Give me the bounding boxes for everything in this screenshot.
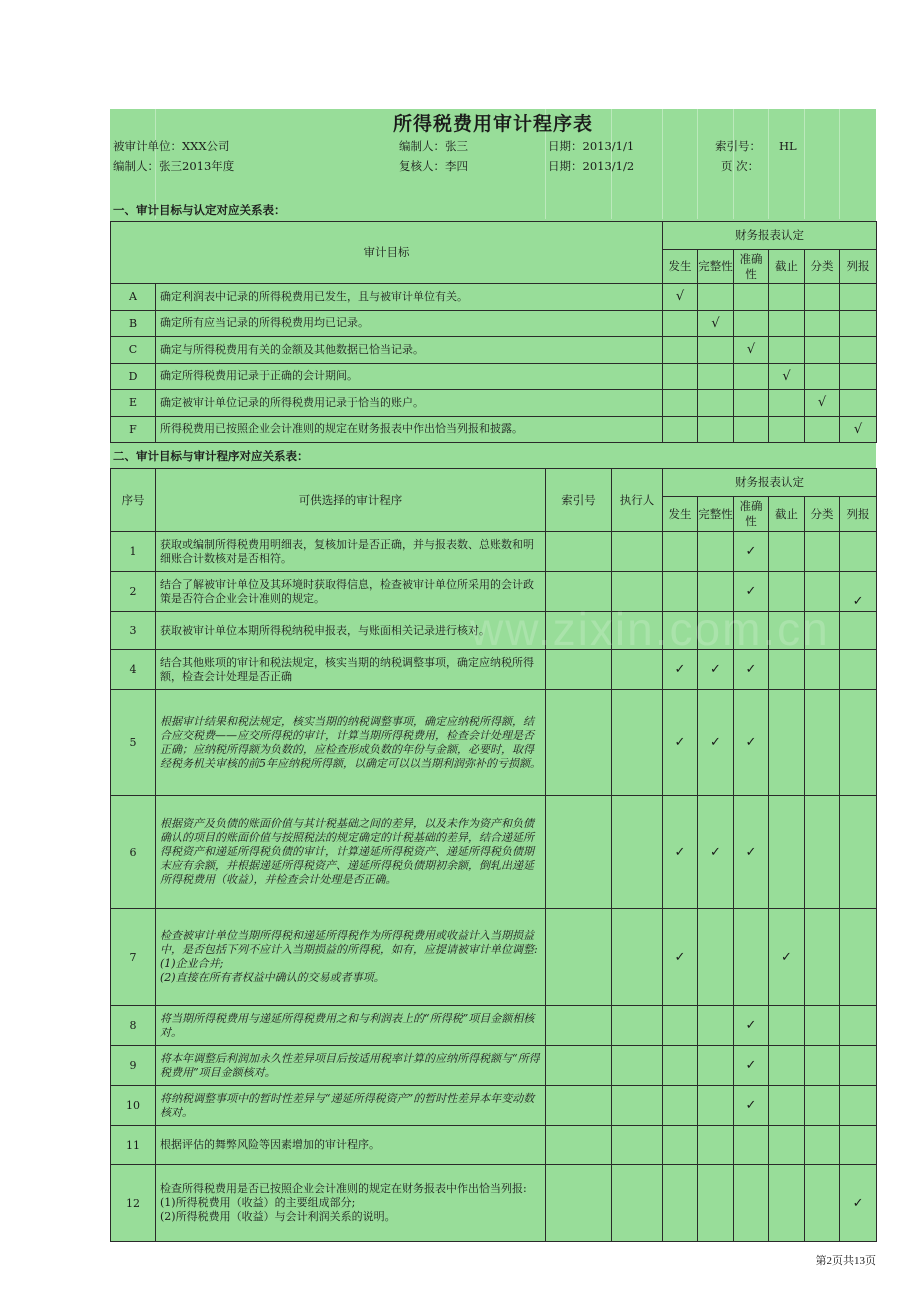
row-number: 7 — [111, 909, 156, 1006]
index-cell[interactable] — [546, 612, 612, 650]
check-cell — [663, 612, 698, 650]
procedure-text: 将纳税调整事项中的暂时性差异与“递延所得税资产”的暂时性差异本年变动数核对。 — [156, 1086, 546, 1126]
check-cell — [663, 1086, 698, 1126]
table-row — [111, 390, 877, 417]
index-cell[interactable] — [546, 1165, 612, 1242]
check-cell — [698, 416, 734, 443]
table-row — [111, 796, 877, 909]
page-title: 所得税费用审计程序表 — [392, 113, 593, 135]
table-row — [111, 1165, 877, 1242]
check-cell — [840, 532, 877, 572]
row-number: 4 — [111, 650, 156, 690]
check-cell — [698, 1006, 734, 1046]
col-index: 索引号 — [546, 469, 612, 532]
check-cell — [805, 310, 840, 337]
check-cell: ✓ — [663, 650, 698, 690]
index-cell[interactable] — [546, 1046, 612, 1086]
row-label: A — [111, 284, 156, 311]
check-cell — [734, 612, 769, 650]
check-cell — [840, 650, 877, 690]
index-cell[interactable] — [546, 532, 612, 572]
check-cell — [840, 337, 877, 364]
check-cell — [769, 1165, 805, 1242]
index-cell[interactable] — [546, 1006, 612, 1046]
check-cell — [769, 690, 805, 796]
check-cell — [840, 1006, 877, 1046]
row-number: 12 — [111, 1165, 156, 1242]
table-row — [111, 1086, 877, 1126]
check-cell: ✓ — [734, 1006, 769, 1046]
check-cell — [698, 363, 734, 390]
check-cell — [805, 612, 840, 650]
index-label: 索引号： — [715, 139, 761, 153]
row-number: 2 — [111, 572, 156, 612]
check-cell — [805, 284, 840, 311]
executor-cell[interactable] — [612, 572, 663, 612]
check-cell — [840, 1126, 877, 1165]
row-label: C — [111, 337, 156, 364]
check-cell — [663, 416, 698, 443]
check-cell — [769, 390, 805, 417]
check-cell — [698, 337, 734, 364]
check-cell — [663, 390, 698, 417]
check-cell: ✓ — [734, 532, 769, 572]
check-cell: ✓ — [734, 796, 769, 909]
check-cell — [840, 690, 877, 796]
executor-cell[interactable] — [612, 796, 663, 909]
check-cell — [698, 1165, 734, 1242]
check-cell — [663, 310, 698, 337]
check-cell: √ — [663, 284, 698, 311]
procedure-text: 结合了解被审计单位及其环境时获取得信息，检查被审计单位所采用的会计政策是否符合企业会计准则的规定。 — [156, 572, 546, 612]
check-cell: ✓ — [734, 650, 769, 690]
row-number: 10 — [111, 1086, 156, 1126]
objectives-table — [110, 221, 877, 443]
row-number: 9 — [111, 1046, 156, 1086]
table-row — [111, 650, 877, 690]
index-cell[interactable] — [546, 796, 612, 909]
table-row — [111, 690, 877, 796]
check-cell — [840, 363, 877, 390]
check-cell — [769, 416, 805, 443]
date-reviewed: 日期：2013/1/2 — [548, 159, 635, 173]
audited-unit: 被审计单位：XXX公司 — [113, 139, 230, 153]
date-prepared: 日期：2013/1/1 — [548, 139, 635, 153]
procedure-text: 检查被审计单位当期所得税和递延所得税作为所得税费用或收益计入当期损益中，是否包括下列不应计入当期损益的所得税，如有，应提请被审计单位调整: (1)企业合并; (2)直接在所有者权益中确认的交易或者事项。 — [156, 909, 546, 1006]
col-procedure: 可供选择的审计程序 — [156, 469, 546, 532]
objective-text: 确定利润表中记录的所得税费用已发生，且与被审计单位有关。 — [156, 284, 663, 311]
check-cell — [769, 1006, 805, 1046]
check-cell — [805, 1126, 840, 1165]
assertion-occurrence: 发生 — [663, 497, 698, 532]
assertion-classification: 分类 — [805, 250, 840, 284]
check-cell — [698, 1126, 734, 1165]
procedure-text: 检查所得税费用是否已按照企业会计准则的规定在财务报表中作出恰当列报: (1)所得税费用（收益）的主要组成部分; (2)所得税费用（收益）与会计利润关系的说明。 — [156, 1165, 546, 1242]
check-cell — [840, 909, 877, 1006]
check-cell — [769, 310, 805, 337]
check-cell — [663, 337, 698, 364]
executor-cell[interactable] — [612, 1086, 663, 1126]
check-cell — [805, 416, 840, 443]
check-cell — [769, 650, 805, 690]
col-executor: 执行人 — [612, 469, 663, 532]
row-number: 1 — [111, 532, 156, 572]
check-cell — [769, 1046, 805, 1086]
check-cell — [840, 1086, 877, 1126]
check-cell — [698, 284, 734, 311]
check-cell: ✓ — [734, 572, 769, 612]
procedure-text: 根据审计结果和税法规定，核实当期的纳税调整事项，确定应纳税所得额，结合应交税费——应交所得税的审计，计算当期所得税费用，检查会计处理是否正确；应纳税所得额为负数的，应检查形成负数的年份与金额，必要时，取得经税务机关审核的前5年应纳税所得额，以确定可以以当期利润弥补的亏损额。 — [156, 690, 546, 796]
executor-cell[interactable] — [612, 1165, 663, 1242]
index-value: HL — [779, 139, 797, 153]
check-cell: ✓ — [663, 796, 698, 909]
check-cell: √ — [805, 390, 840, 417]
col-no: 序号 — [111, 469, 156, 532]
section2-heading: 二、审计目标与审计程序对应关系表： — [113, 449, 309, 463]
procedure-text: 根据评估的舞弊风险等因素增加的审计程序。 — [156, 1126, 546, 1165]
check-cell — [805, 1006, 840, 1046]
procedure-text: 获取被审计单位本期所得税纳税申报表，与账面相关记录进行核对。 — [156, 612, 546, 650]
check-cell — [734, 284, 769, 311]
executor-cell[interactable] — [612, 909, 663, 1006]
check-cell: ✓ — [769, 909, 805, 1006]
check-cell — [769, 532, 805, 572]
reviewer: 复核人：李四 — [399, 159, 468, 173]
check-cell: ✓ — [734, 1046, 769, 1086]
objective-text: 确定所有应当记录的所得税费用均已记录。 — [156, 310, 663, 337]
check-cell — [805, 1046, 840, 1086]
assertion-completeness: 完整性 — [698, 497, 734, 532]
check-cell — [663, 572, 698, 612]
table-row — [111, 572, 877, 612]
check-cell: ✓ — [698, 690, 734, 796]
objective-text: 确定与所得税费用有关的金额及其他数据已恰当记录。 — [156, 337, 663, 364]
check-cell — [805, 363, 840, 390]
check-cell — [805, 690, 840, 796]
check-cell — [698, 572, 734, 612]
check-cell — [734, 390, 769, 417]
check-cell: ✓ — [698, 796, 734, 909]
check-cell — [734, 416, 769, 443]
row-number: 11 — [111, 1126, 156, 1165]
check-cell — [840, 796, 877, 909]
check-cell: ✓ — [734, 690, 769, 796]
check-cell — [840, 310, 877, 337]
section1-heading: 一、审计目标与认定对应关系表： — [113, 203, 286, 217]
check-cell — [840, 284, 877, 311]
check-cell — [698, 1046, 734, 1086]
assertion-classification: 分类 — [805, 497, 840, 532]
check-cell: ✓ — [698, 650, 734, 690]
assertion-presentation: 列报 — [840, 497, 877, 532]
check-cell — [805, 909, 840, 1006]
row-label: F — [111, 416, 156, 443]
preparer-year: 编制人：张三2013年度 — [113, 159, 235, 173]
assertion-presentation: 列报 — [840, 250, 877, 284]
check-cell — [663, 1165, 698, 1242]
procedure-text: 将本年调整后利润加永久性差异项目后按适用税率计算的应纳所得税额与“所得税费用”项目金额核对。 — [156, 1046, 546, 1086]
table-row — [111, 310, 877, 337]
executor-cell[interactable] — [612, 532, 663, 572]
check-cell: √ — [698, 310, 734, 337]
check-cell — [840, 1046, 877, 1086]
table-row — [111, 532, 877, 572]
index-cell[interactable] — [546, 909, 612, 1006]
table-row — [111, 1006, 877, 1046]
procedures-table — [110, 468, 877, 1242]
executor-cell[interactable] — [612, 1046, 663, 1086]
check-cell — [663, 1126, 698, 1165]
index-cell[interactable] — [546, 1126, 612, 1165]
index-cell[interactable] — [546, 572, 612, 612]
row-label: B — [111, 310, 156, 337]
index-cell[interactable] — [546, 650, 612, 690]
row-number: 3 — [111, 612, 156, 650]
check-cell — [805, 650, 840, 690]
check-cell — [734, 1126, 769, 1165]
assertion-cutoff: 截止 — [769, 250, 805, 284]
check-cell — [805, 796, 840, 909]
assertion-occurrence: 发生 — [663, 250, 698, 284]
check-cell: ✓ — [840, 572, 877, 612]
row-number: 8 — [111, 1006, 156, 1046]
assertion-cutoff: 截止 — [769, 497, 805, 532]
executor-cell[interactable] — [612, 1126, 663, 1165]
procedure-text: 根据资产及负债的账面价值与其计税基础之间的差异，以及未作为资产和负债确认的项目的账面价值与按照税法的规定确定的计税基础的差异，结合递延所得税资产和递延所得税负债的审计，计算递延所得税资产、递延所得税负债期末应有余额，并根据递延所得税资产、递延所得税负债期初余额，倒轧出递延所得税费用（收益），并检查会计处理是否正确。 — [156, 796, 546, 909]
check-cell — [769, 612, 805, 650]
check-cell — [769, 572, 805, 612]
table-row — [111, 363, 877, 390]
assertion-accuracy: 准确性 — [734, 250, 769, 284]
check-cell — [698, 532, 734, 572]
check-cell — [769, 796, 805, 909]
assertion-header: 财务报表认定 — [663, 222, 877, 250]
check-cell — [734, 363, 769, 390]
check-cell — [805, 1086, 840, 1126]
index-cell[interactable] — [546, 1086, 612, 1126]
check-cell — [840, 612, 877, 650]
row-number: 6 — [111, 796, 156, 909]
check-cell — [663, 1006, 698, 1046]
check-cell: ✓ — [663, 909, 698, 1006]
check-cell: ✓ — [734, 1086, 769, 1126]
check-cell — [769, 1086, 805, 1126]
check-cell — [698, 390, 734, 417]
executor-cell[interactable] — [612, 1006, 663, 1046]
check-cell: ✓ — [840, 1165, 877, 1242]
executor-cell[interactable] — [612, 612, 663, 650]
check-cell — [698, 1086, 734, 1126]
worksheet — [110, 109, 876, 1241]
check-cell — [805, 572, 840, 612]
objective-text: 确定所得税费用记录于正确的会计期间。 — [156, 363, 663, 390]
check-cell — [769, 284, 805, 311]
check-cell — [698, 612, 734, 650]
check-cell — [698, 909, 734, 1006]
check-cell — [663, 1046, 698, 1086]
page-footer: 第2页共13页 — [815, 1255, 876, 1267]
table-row — [111, 1126, 877, 1165]
check-cell — [840, 390, 877, 417]
check-cell — [663, 363, 698, 390]
row-label: D — [111, 363, 156, 390]
row-label: E — [111, 390, 156, 417]
assertion-completeness: 完整性 — [698, 250, 734, 284]
assertion-header-2: 财务报表认定 — [663, 469, 877, 497]
procedure-text: 将当期所得税费用与递延所得税费用之和与利润表上的“所得税”项目金额相核对。 — [156, 1006, 546, 1046]
procedure-text: 获取或编制所得税费用明细表，复核加计是否正确，并与报表数、总账数和明细账合计数核对是否相符。 — [156, 532, 546, 572]
objective-header: 审计目标 — [111, 222, 663, 284]
index-cell[interactable] — [546, 690, 612, 796]
check-cell — [805, 337, 840, 364]
check-cell — [663, 532, 698, 572]
page-label: 页 次： — [721, 159, 760, 173]
table-row — [111, 416, 877, 443]
check-cell — [805, 532, 840, 572]
objective-text: 所得税费用已按照企业会计准则的规定在财务报表中作出恰当列报和披露。 — [156, 416, 663, 443]
table-row — [111, 284, 877, 311]
preparer: 编制人：张三 — [399, 139, 468, 153]
executor-cell[interactable] — [612, 650, 663, 690]
check-cell — [769, 1126, 805, 1165]
check-cell — [734, 909, 769, 1006]
table-row — [111, 1046, 877, 1086]
table-row — [111, 337, 877, 364]
check-cell: √ — [769, 363, 805, 390]
check-cell — [734, 1165, 769, 1242]
check-cell — [734, 310, 769, 337]
check-cell — [805, 1165, 840, 1242]
check-cell — [769, 337, 805, 364]
check-cell: √ — [734, 337, 769, 364]
row-number: 5 — [111, 690, 156, 796]
objective-text: 确定被审计单位记录的所得税费用记录于恰当的账户。 — [156, 390, 663, 417]
executor-cell[interactable] — [612, 690, 663, 796]
check-cell: √ — [840, 416, 877, 443]
procedure-text: 结合其他账项的审计和税法规定，核实当期的纳税调整事项，确定应纳税所得额，检查会计处理是否正确 — [156, 650, 546, 690]
assertion-accuracy: 准确性 — [734, 497, 769, 532]
check-cell: ✓ — [663, 690, 698, 796]
table-row — [111, 909, 877, 1006]
table-row — [111, 612, 877, 650]
